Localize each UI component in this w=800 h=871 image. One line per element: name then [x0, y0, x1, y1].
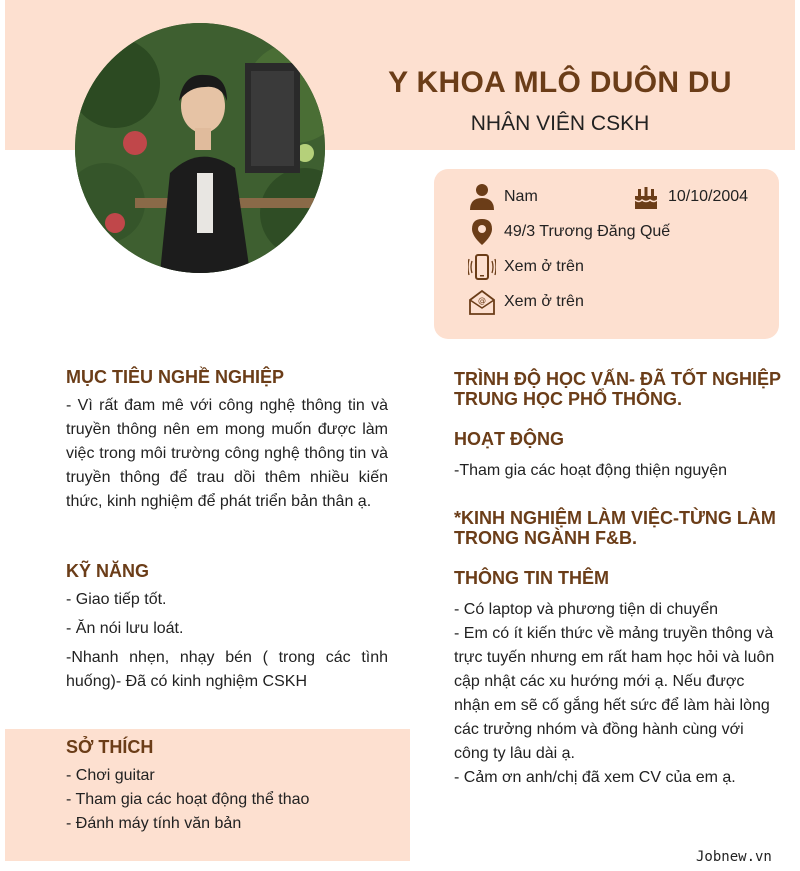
- additional-info-item: - Có laptop và phương tiện di chuyển: [454, 601, 719, 618]
- gender-value: Nam: [504, 188, 538, 205]
- hobby-item: - Tham gia các hoạt động thể thao: [66, 791, 310, 808]
- location-pin-icon: [468, 218, 496, 246]
- address-row: [468, 218, 670, 246]
- birthday-value: 10/10/2004: [668, 188, 749, 205]
- site-watermark: Jobnew.vn: [696, 849, 772, 865]
- email-row: [468, 288, 584, 316]
- additional-info-item: - Cảm ơn anh/chị đã xem CV của em ạ.: [454, 769, 736, 786]
- email-value: Xem ở trên: [504, 293, 584, 310]
- education-heading: TRÌNH ĐỘ HỌC VẤN- ĐÃ TỐT NGHIỆP TRUNG HỌC PHỔ THÔNG.: [454, 369, 781, 409]
- profile-photo-image: [75, 23, 325, 273]
- phone-value: Xem ở trên: [504, 258, 584, 275]
- birthday-cake-icon: [632, 183, 660, 211]
- experience-heading: *KINH NGHIỆM LÀM VIỆC-TỪNG LÀM TRONG NGÀNH F&B.: [454, 508, 776, 548]
- svg-text:@: @: [478, 296, 486, 305]
- activities-text: -Tham gia các hoạt động thiện nguyện: [454, 462, 728, 479]
- gender-row: [468, 183, 538, 211]
- objective-text: - Vì rất đam mê với công nghệ thông tin và truyền thông nên em mong muốn được làm việc trong môi trường công nghệ thông tin và truyền thông để trau dồi thêm nhiều kiến thức, kinh nghiệm để phát triển bản thân ạ.: [66, 397, 388, 510]
- objective-heading: MỤC TIÊU NGHỀ NGHIỆP: [66, 367, 285, 387]
- skills-heading: KỸ NĂNG: [66, 561, 150, 581]
- additional-info-list: [454, 598, 780, 790]
- skills-list: [66, 588, 388, 694]
- birthday-row: [632, 183, 748, 211]
- skill-item: -Nhanh nhẹn, nhạy bén ( trong các tình huống)- Đã có kinh nghiệm CSKH: [66, 649, 388, 690]
- hobby-item: - Đánh máy tính văn bản: [66, 815, 242, 832]
- hobbies-list: [66, 764, 396, 836]
- email-envelope-icon: [468, 288, 496, 316]
- phone-icon: [468, 253, 496, 281]
- person-icon: [468, 183, 496, 211]
- skill-item: - Giao tiếp tốt.: [66, 591, 167, 608]
- profile-photo: [75, 23, 325, 273]
- additional-info-heading: THÔNG TIN THÊM: [454, 568, 609, 588]
- address-value: 49/3 Trương Đăng Quế: [504, 223, 671, 240]
- additional-info-item: - Em có ít kiến thức về mảng truyền thông và trực tuyến nhưng em rất ham học hỏi và luôn cập nhật các xu hướng mới ạ. Nếu được nhận em sẽ cố gắng hết sức để làm hài lòng các trưởng nhóm và đồng hành cùng với công ty lâu dài ạ.: [454, 625, 775, 762]
- candidate-name: Y KHOA MLÔ DUÔN DU: [388, 66, 732, 99]
- phone-row: [468, 253, 584, 281]
- skill-item: - Ăn nói lưu loát.: [66, 620, 184, 637]
- hobby-item: - Chơi guitar: [66, 767, 155, 784]
- job-title: NHÂN VIÊN CSKH: [470, 112, 650, 135]
- hobbies-heading: SỞ THÍCH: [66, 737, 154, 757]
- activities-heading: HOẠT ĐỘNG: [454, 429, 564, 449]
